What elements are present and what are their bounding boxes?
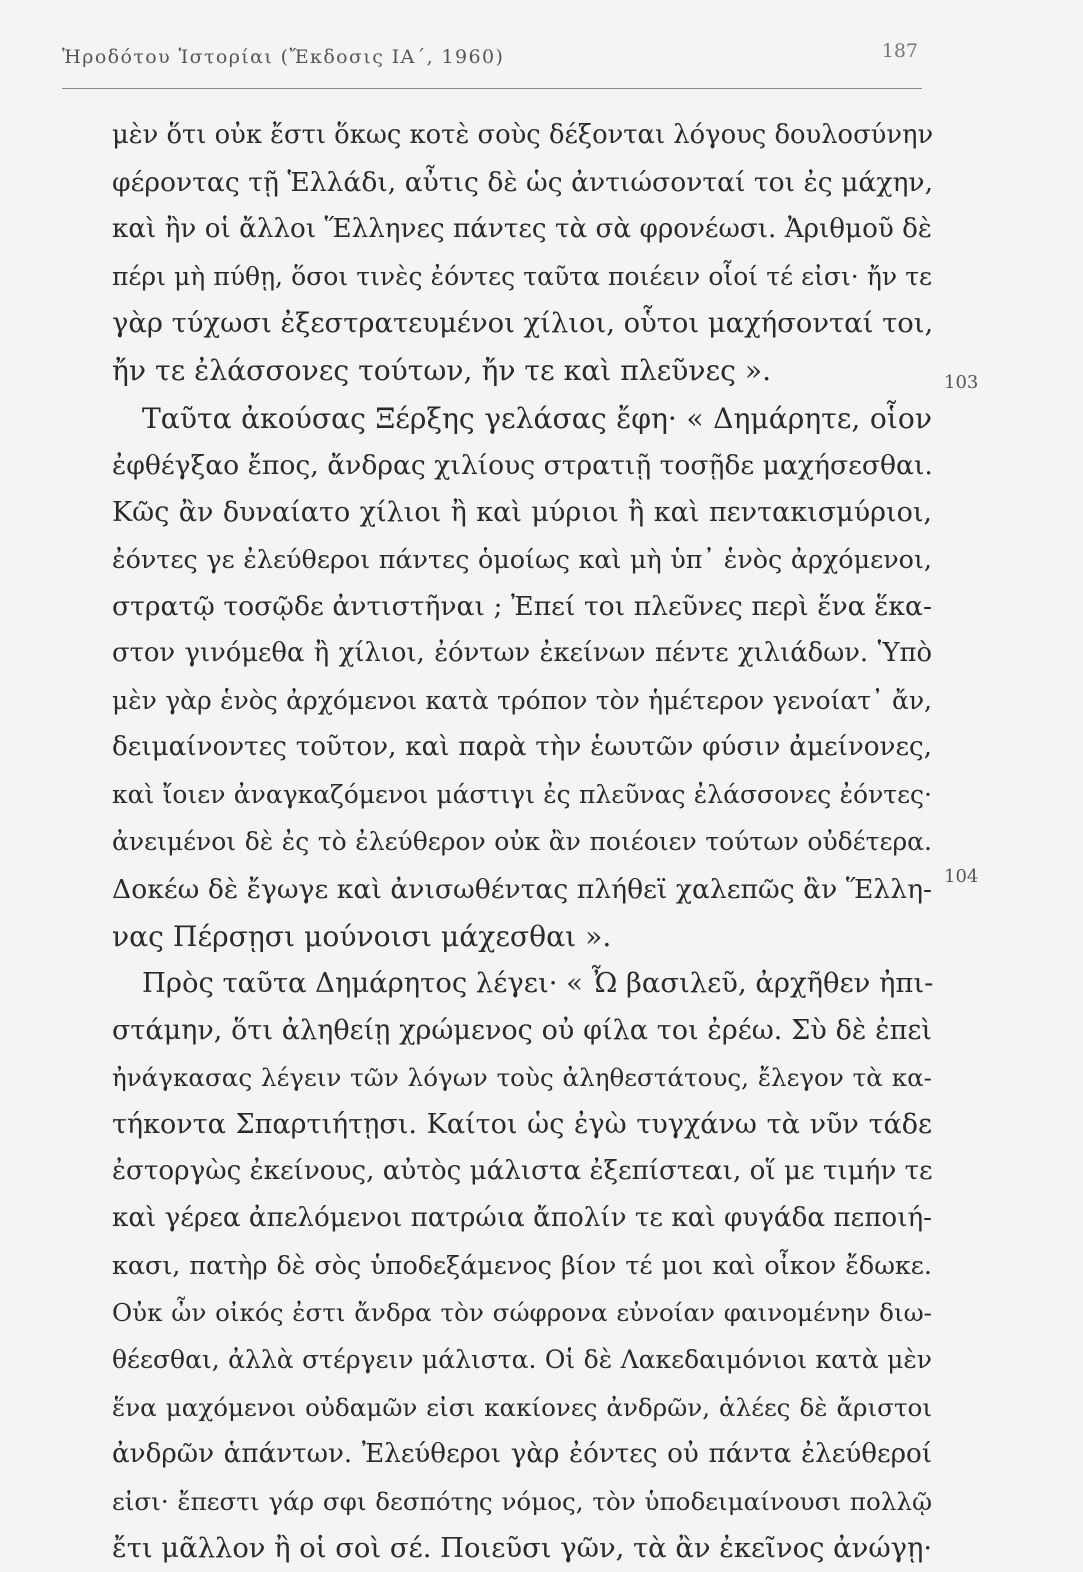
text-line: γὰρ τύχωσι ἐξεστρατευμένοι χίλιοι, οὗτοι μαχήσονταί τοι,	[112, 308, 934, 340]
body-text	[112, 112, 932, 1572]
text-line: ἕνα μαχόμενοι οὐδαμῶν εἰσι κακίονες ἀνδρῶν, ἁλέες δὲ ἄριστοι	[112, 1392, 932, 1422]
text-line: Δοκέω δὲ ἔγωγε καὶ ἀνισωθέντας πλήθεϊ χαλεπῶς ἂν Ἕλλη-	[112, 873, 932, 905]
text-line: τήκοντα Σπαρτιήτῃσι. Καίτοι ὡς ἐγὼ τυγχάνω τὰ νῦν τάδε	[112, 1108, 932, 1140]
text-line: φέροντας τῇ Ἑλλάδι, αὖτις δὲ ὡς ἀντιώσονταί τοι ἐς μάχην,	[112, 167, 934, 199]
text-line: ἠνάγκασας λέγειν τῶν λόγων τοὺς ἀληθεστάτους, ἔλεγον τὰ κα-	[112, 1062, 932, 1092]
text-line: ἤν τε ἐλάσσονες τούτων, ἤν τε καὶ πλεῦνες ».	[112, 354, 772, 388]
text-line: καὶ ἢν οἱ ἄλλοι Ἕλληνες πάντες τὰ σὰ φρονέωσι. Ἀριθμοῦ δὲ	[112, 214, 932, 245]
text-line: νας Πέρσῃσι μούνοισι μάχεσθαι ».	[112, 919, 612, 953]
section-number: 103	[944, 372, 979, 393]
text-line: στρατῷ τοσῷδε ἀντιστῆναι ; Ἐπεί τοι πλεῦνες περὶ ἕνα ἕκα-	[112, 590, 932, 622]
text-line: ἐφθέγξαο ἔπος, ἄνδρας χιλίους στρατιῇ τοσῇδε μαχήσεσθαι.	[112, 449, 933, 481]
text-line: καὶ γέρεα ἀπελόμενοι πατρώια ἄπολίν τε καὶ φυγάδα πεποιή-	[112, 1203, 932, 1234]
text-line: θέεσθαι, ἀλλὰ στέργειν μάλιστα. Οἱ δὲ Λακεδαιμόνιοι κατὰ μὲν	[112, 1345, 932, 1375]
header-title: Ἡροδότου Ἱστορίαι (Ἔκδοσις ΙΑ΄, 1960)	[62, 46, 505, 68]
text-line: ἀνειμένοι δὲ ἐς τὸ ἐλεύθερον οὐκ ἂν ποιέοιεν τούτων οὐδέτερα.	[112, 827, 932, 857]
running-header	[62, 40, 922, 89]
text-line: ἔτι μᾶλλον ἢ οἱ σοὶ σέ. Ποιεῦσι γῶν, τὰ ἂν ἐκεῖνος ἀνώγῃ·	[112, 1532, 933, 1564]
text-line: ἐστοργὼς ἐκείνους, αὐτὸς μάλιστα ἐξεπίστεαι, οἵ με τιμήν τε	[112, 1156, 933, 1187]
text-line: μὲν ὅτι οὐκ ἔστι ὅκως κοτὲ σοὺς δέξονται λόγους δουλοσύνην	[112, 120, 934, 150]
page-number: 187	[881, 40, 918, 62]
text-line: καὶ ἴοιεν ἀναγκαζόμενοι μάστιγι ἐς πλεῦνας ἐλάσσονες ἐόντες·	[112, 780, 932, 810]
text-line: στάμην, ὅτι ἀληθείῃ χρώμενος οὐ φίλα τοι ἐρέω. Σὺ δὲ ἐπεὶ	[112, 1014, 932, 1046]
text-line: εἰσι· ἔπεστι γάρ σφι δεσπότης νόμος, τὸν ὑποδειμαίνουσι πολλῷ	[112, 1486, 932, 1516]
text-line: Κῶς ἂν δυναίατο χίλιοι ἢ καὶ μύριοι ἢ καὶ πεντακισμύριοι,	[112, 496, 932, 528]
section-number: 104	[944, 866, 979, 887]
text-line: ἀνδρῶν ἁπάντων. Ἐλεύθεροι γὰρ ἐόντες οὐ πάντα ἐλεύθεροί	[112, 1438, 932, 1469]
text-line: μὲν γὰρ ἑνὸς ἀρχόμενοι κατὰ τρόπον τὸν ἡμέτερον γενοίατ᾽ ἄν,	[112, 686, 932, 716]
margin-section-numbers	[944, 0, 1004, 1500]
text-line: πέρι μὴ πύθῃ, ὅσοι τινὲς ἐόντες ταῦτα ποιέειν οἷοί τέ εἰσι· ἤν τε	[112, 262, 932, 292]
text-line: στον γινόμεθα ἢ χίλιοι, ἐόντων ἐκείνων πέντε χιλιάδων. Ὑπὸ	[112, 638, 932, 669]
text-line: κασι, πατὴρ δὲ σὸς ὑποδεξάμενος βίον τέ μοι καὶ οἶκον ἔδωκε.	[112, 1250, 932, 1281]
text-line: ἐόντες γε ἐλεύθεροι πάντες ὁμοίως καὶ μὴ ὑπ᾽ ἑνὸς ἀρχόμενοι,	[112, 543, 932, 574]
text-line: Πρὸς ταῦτα Δημάρητος λέγει· « Ὦ βασιλεῦ, ἀρχῆθεν ἠπι-	[142, 967, 934, 999]
text-line: Ταῦτα ἀκούσας Ξέρξης γελάσας ἔφη· « Δημάρητε, οἷον	[142, 401, 932, 435]
text-line: δειμαίνοντες τοῦτον, καὶ παρὰ τὴν ἑωυτῶν φύσιν ἀμείνονες,	[112, 732, 932, 763]
text-line: Οὐκ ὦν οἰκός ἐστι ἄνδρα τὸν σώφρονα εὐνοίαν φαινομένην διω-	[112, 1298, 932, 1328]
